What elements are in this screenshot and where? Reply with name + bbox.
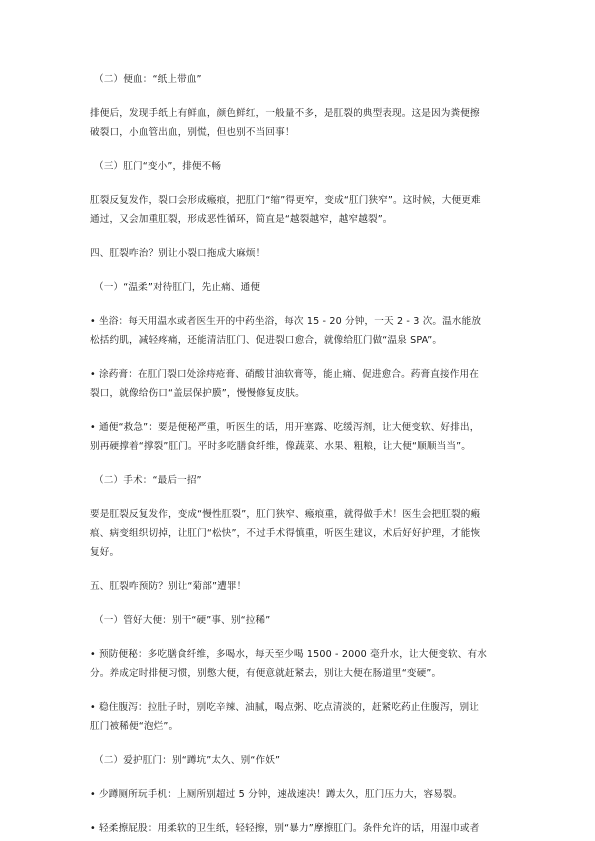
subheading-block: [90, 157, 510, 176]
paragraph-gap: [90, 297, 510, 312]
paragraph-gap: [90, 350, 510, 365]
paragraph-line: 要是肛裂反复发作，变成“慢性肛裂”，肛门狭窄、瘢痕重，就得做手术！医生会把肛裂的瘢: [90, 509, 481, 520]
heading-block: [90, 244, 510, 263]
document-page: [90, 70, 510, 838]
paragraph-gap: [90, 683, 510, 698]
paragraph-gap: [90, 456, 510, 471]
bullet-line: • 预防便秘：多吃膳食纤维，多喝水，每天至少喝 1500 - 2000 毫升水，让大便变软、有水: [90, 649, 487, 660]
bullet-line: 松括约肌，减轻疼痛，还能清洁肛门、促进裂口愈合，就像给肛门做“温泉 SPA”。: [90, 335, 443, 346]
subheading-line: （一）管好大便：别干“硬”事、别“拉稀”: [94, 615, 271, 626]
bullet-line: 裂口，就像给伤口“盖层保护膜”，慢慢修复皮肤。: [90, 388, 305, 399]
subheading-line: （一）“温柔”对待肛门，先止痛、通便: [94, 282, 261, 293]
heading-line: 五、肛裂咋预防？别让“菊部”遭罪！: [90, 581, 247, 592]
paragraph-line: 通过，又会加重肛裂，形成恶性循环，简直是“越裂越窄，越窄越裂”。: [90, 214, 393, 225]
paragraph-gap: [90, 562, 510, 577]
paragraph-line: 肛裂反复发作，裂口会形成瘢痕，把肛门“缩”得更窄，变成“肛门狭窄”。这时候，大便更难: [90, 195, 481, 206]
bullet-line: • 通便“救急”：要是便秘严重，听医生的话，用开塞露、吃缓泻剂，让大便变软、好排出，: [90, 422, 480, 433]
subheading-line: （二）爱护肛门：别“蹲坑”太久、别“作妖”: [94, 755, 281, 766]
paragraph-line: 排便后，发现手纸上有鲜血，颜色鲜红，一般量不多，是肛裂的典型表现。这是因为粪便擦: [90, 108, 480, 119]
subheading-line: （二）手术：“最后一招”: [94, 475, 202, 486]
bullet-block: [90, 785, 510, 804]
paragraph-block: [90, 505, 510, 562]
bullet-line: 分。养成定时排便习惯，别憋大便，有便意就赶紧去，别让大便在肠道里“变硬”。: [90, 668, 442, 679]
heading-block: [90, 577, 510, 596]
bullet-block: [90, 312, 510, 350]
subheading-block: [90, 471, 510, 490]
subheading-block: [90, 751, 510, 770]
paragraph-gap: [90, 263, 510, 278]
paragraph-gap: [90, 142, 510, 157]
paragraph-gap: [90, 89, 510, 104]
paragraph-gap: [90, 596, 510, 611]
paragraph-gap: [90, 403, 510, 418]
bullet-block: [90, 418, 510, 456]
bullet-line: 肛门被稀便“泡烂”。: [90, 721, 179, 732]
paragraph-line: 复好。: [90, 547, 120, 558]
heading-line: 四、肛裂咋治？别让小裂口拖成大麻烦！: [90, 248, 266, 259]
bullet-line: • 稳住腹泻：拉肚子时，别吃辛辣、油腻，喝点粥、吃点清淡的，赶紧吃药止住腹泻，别让: [90, 702, 480, 713]
bullet-line: • 少蹲厕所玩手机：上厕所别超过 5 分钟，速战速决！蹲太久，肛门压力大，容易裂。: [90, 789, 463, 800]
paragraph-gap: [90, 176, 510, 191]
bullet-line: • 涂药膏：在肛门裂口处涂痔疮膏、硝酸甘油软膏等，能止痛、促进愈合。药膏直接作用在: [90, 369, 480, 380]
paragraph-line: 痕、病变组织切掉，让肛门“松快”，不过手术得慎重，听医生建议，术后好好护理，才能恢: [90, 528, 481, 539]
paragraph-block: [90, 191, 510, 229]
bullet-line: • 坐浴：每天用温水或者医生开的中药坐浴，每次 15 - 20 分钟，一天 2 - 3 次。温水能放: [90, 316, 482, 327]
bullet-block: [90, 365, 510, 403]
paragraph-gap: [90, 736, 510, 751]
bullet-block: [90, 819, 510, 838]
subheading-block: [90, 278, 510, 297]
subheading-line: （三）肛门“变小”，排便不畅: [94, 161, 222, 172]
bullet-line: • 轻柔擦屁股：用柔软的卫生纸，轻轻擦，别“暴力”摩擦肛门。条件允许的话，用湿巾或者: [90, 823, 480, 834]
paragraph-gap: [90, 490, 510, 505]
subheading-block: [90, 611, 510, 630]
subheading-block: [90, 70, 510, 89]
paragraph-gap: [90, 770, 510, 785]
bullet-block: [90, 645, 510, 683]
paragraph-line: 破裂口，小血管出血，别慌，但也别不当回事！: [90, 127, 295, 138]
subheading-line: （二）便血：“纸上带血”: [94, 74, 202, 85]
bullet-block: [90, 698, 510, 736]
paragraph-gap: [90, 229, 510, 244]
paragraph-block: [90, 104, 510, 142]
bullet-line: 别再硬撑着“撑裂”肛门。平时多吃膳食纤维，像蔬菜、水果、粗粮，让大便“顺顺当当”。: [90, 441, 471, 452]
paragraph-gap: [90, 804, 510, 819]
paragraph-gap: [90, 630, 510, 645]
